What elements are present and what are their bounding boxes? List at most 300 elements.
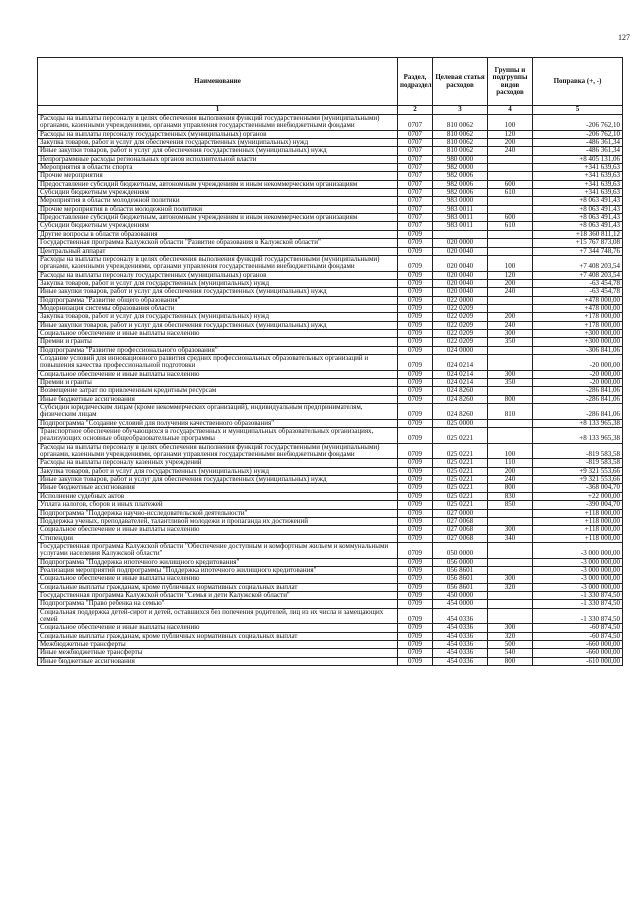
row-section: 0709 <box>398 632 433 640</box>
row-name: Социальное обеспечение и иные выплаты населению <box>38 370 398 378</box>
row-group: 300 <box>488 575 533 583</box>
table-body <box>38 115 623 666</box>
row-amount: -660 000,00 <box>533 641 623 649</box>
row-name: Закупка товаров, работ и услуг для государственных (муниципальных) нужд <box>38 313 398 321</box>
row-section: 0709 <box>398 404 433 420</box>
row-article: 027 0068 <box>433 517 488 525</box>
row-article: 982 0006 <box>433 180 488 188</box>
row-name: Субсидии бюджетным учреждениям <box>38 189 398 197</box>
header-name: Наименование <box>38 58 398 106</box>
row-amount: +8 063 491,43 <box>533 222 623 230</box>
row-group <box>488 600 533 608</box>
row-group <box>488 419 533 427</box>
row-amount: -206 762,10 <box>533 115 623 131</box>
row-group: 610 <box>488 222 533 230</box>
row-amount: +478 000,00 <box>533 296 623 304</box>
row-name: Иные закупки товаров, работ и услуг для обеспечения государственных (муниципальных) нужд <box>38 147 398 155</box>
table-row <box>38 239 623 247</box>
row-name: Иные межбюджетные трансферты <box>38 649 398 657</box>
row-article: 024 0214 <box>433 379 488 387</box>
row-section: 0709 <box>398 338 433 346</box>
row-section: 0707 <box>398 164 433 172</box>
row-group: 300 <box>488 624 533 632</box>
row-amount: +15 767 873,08 <box>533 239 623 247</box>
row-group: 200 <box>488 467 533 475</box>
row-group <box>488 542 533 558</box>
row-amount: +8 133 965,38 <box>533 428 623 444</box>
row-name: Социальные выплаты гражданам, кроме публичных нормативных социальных выплат <box>38 583 398 591</box>
column-number: 2 <box>398 106 433 115</box>
row-article: 454 0336 <box>433 624 488 632</box>
row-amount: +300 000,00 <box>533 329 623 337</box>
row-name: Субсидии бюджетным учреждениям <box>38 222 398 230</box>
row-group: 200 <box>488 313 533 321</box>
row-section: 0709 <box>398 230 433 238</box>
row-name: Государственная программа Калужской области "Обеспечение доступным и комфортным жильем и коммунальными услугами населения Калужской области" <box>38 542 398 558</box>
row-group: 240 <box>488 321 533 329</box>
row-section: 0707 <box>398 222 433 230</box>
row-amount: -486 361,34 <box>533 139 623 147</box>
row-amount: -3 000 000,00 <box>533 566 623 574</box>
row-name: Субсидии юридическим лицам (кроме некоммерческих организаций), индивидуальным предпринимателям, физическим лицам <box>38 404 398 420</box>
row-amount: -306 841,06 <box>533 346 623 354</box>
row-name: Социальное обеспечение и иные выплаты населению <box>38 624 398 632</box>
row-amount: -368 004,70 <box>533 484 623 492</box>
row-amount: +341 639,63 <box>533 164 623 172</box>
row-article: 025 0221 <box>433 476 488 484</box>
row-group: 100 <box>488 443 533 459</box>
row-section: 0709 <box>398 501 433 509</box>
row-group <box>488 230 533 238</box>
row-article: 020 0040 <box>433 288 488 296</box>
row-name: Мероприятия в области спорта <box>38 164 398 172</box>
row-group <box>488 164 533 172</box>
row-amount: +178 000,00 <box>533 313 623 321</box>
table-row <box>38 370 623 378</box>
table-row <box>38 542 623 558</box>
row-group: 240 <box>488 288 533 296</box>
row-article: 810 0062 <box>433 115 488 131</box>
row-name: Социальная поддержка детей-сирот и детей, оставшихся без попечения родителей, лиц из их числа и замещающих семей <box>38 608 398 624</box>
row-section: 0709 <box>398 255 433 271</box>
row-name: Иные закупки товаров, работ и услуг для обеспечения государственных (муниципальных) нужд <box>38 476 398 484</box>
row-section: 0709 <box>398 624 433 632</box>
row-section: 0709 <box>398 641 433 649</box>
row-section: 0709 <box>398 313 433 321</box>
row-name: Закупка товаров, работ и услуг для государственных (муниципальных) нужд <box>38 467 398 475</box>
row-amount: -819 583,58 <box>533 459 623 467</box>
row-article: 027 0068 <box>433 526 488 534</box>
row-name: Модернизация системы образования области <box>38 304 398 312</box>
row-name: Государственная программа Калужской области "Развитие образования в Калужской области" <box>38 239 398 247</box>
row-amount: -63 454,78 <box>533 288 623 296</box>
row-article: 454 0336 <box>433 657 488 665</box>
row-section: 0709 <box>398 271 433 279</box>
row-amount: +7 344 748,76 <box>533 247 623 255</box>
table-row <box>38 526 623 534</box>
row-name: Подпрограмма "Создание условий для получения качественного образования" <box>38 419 398 427</box>
table-row <box>38 115 623 131</box>
row-section: 0709 <box>398 288 433 296</box>
row-group: 610 <box>488 189 533 197</box>
row-section: 0709 <box>398 534 433 542</box>
row-section: 0709 <box>398 600 433 608</box>
row-section: 0709 <box>398 575 433 583</box>
row-amount: -20 000,00 <box>533 354 623 370</box>
row-amount: -660 000,00 <box>533 649 623 657</box>
row-name: Социальные выплаты гражданам, кроме публичных нормативных социальных выплат <box>38 632 398 640</box>
table-row <box>38 164 623 172</box>
row-group <box>488 608 533 624</box>
row-section: 0707 <box>398 189 433 197</box>
row-article: 025 0221 <box>433 443 488 459</box>
row-name: Мероприятия в области молодежной политики <box>38 197 398 205</box>
row-amount: -60 874,50 <box>533 624 623 632</box>
row-section: 0707 <box>398 180 433 188</box>
row-group: 120 <box>488 130 533 138</box>
row-amount: +8 063 491,43 <box>533 197 623 205</box>
row-section: 0709 <box>398 329 433 337</box>
header-group: Группы и подгруппы видов расходов <box>488 58 533 106</box>
row-section: 0707 <box>398 197 433 205</box>
table-row <box>38 172 623 180</box>
row-article: 810 0062 <box>433 147 488 155</box>
table-row <box>38 484 623 492</box>
row-article: 810 0062 <box>433 130 488 138</box>
row-amount: +8 405 131,06 <box>533 155 623 163</box>
table-row <box>38 313 623 321</box>
row-amount: +118 000,00 <box>533 526 623 534</box>
row-section: 0709 <box>398 279 433 287</box>
row-group <box>488 172 533 180</box>
row-amount: -3 000 000,00 <box>533 542 623 558</box>
row-article: 050 0000 <box>433 542 488 558</box>
row-group: 300 <box>488 526 533 534</box>
row-group: 320 <box>488 632 533 640</box>
row-name: Подпрограмма "Развитие профессионального образования" <box>38 346 398 354</box>
row-name: Предоставление субсидий бюджетным, автономным учреждениям и иным некоммерческим организациям <box>38 214 398 222</box>
row-article: 020 0040 <box>433 247 488 255</box>
row-group: 350 <box>488 338 533 346</box>
column-number: 1 <box>38 106 398 115</box>
row-article: 056 0000 <box>433 558 488 566</box>
row-name: Стипендии <box>38 534 398 542</box>
row-group: 320 <box>488 583 533 591</box>
budget-table <box>37 57 623 666</box>
row-section: 0709 <box>398 395 433 403</box>
row-group: 800 <box>488 395 533 403</box>
row-group: 300 <box>488 370 533 378</box>
row-amount: -3 000 000,00 <box>533 583 623 591</box>
row-name: Реализация мероприятий подпрограммы "Поддержка ипотечного жилищного кредитования" <box>38 566 398 574</box>
row-name: Подпрограмма "Поддержка ипотечного жилищного кредитования" <box>38 558 398 566</box>
row-article: 056 8601 <box>433 575 488 583</box>
row-name: Подпрограмма "Развитие общего образования" <box>38 296 398 304</box>
row-amount: -819 583,58 <box>533 443 623 459</box>
row-amount: +478 000,00 <box>533 304 623 312</box>
row-name: Расходы на выплаты персоналу государственных (муниципальных) органов <box>38 130 398 138</box>
row-group <box>488 155 533 163</box>
row-name: Закупка товаров, работ и услуг для государственных (муниципальных) нужд <box>38 279 398 287</box>
row-article: 982 0006 <box>433 189 488 197</box>
row-amount: -486 361,34 <box>533 147 623 155</box>
row-section: 0709 <box>398 608 433 624</box>
row-amount: -1 330 874,50 <box>533 608 623 624</box>
row-amount: -1 330 874,50 <box>533 600 623 608</box>
row-amount: +118 000,00 <box>533 509 623 517</box>
row-group <box>488 387 533 395</box>
row-group: 800 <box>488 657 533 665</box>
row-name: Расходы на выплаты персоналу в целях обеспечения выполнения функций государственными (муниципальными) органами, казенными учреждениями, органами управления государственными внебюджетными фондами <box>38 255 398 271</box>
row-amount: +118 000,00 <box>533 534 623 542</box>
row-name: Поддержка ученых, преподавателей, талантливой молодежи и пропаганда их достижений <box>38 517 398 525</box>
row-article: 025 0221 <box>433 492 488 500</box>
row-section: 0709 <box>398 346 433 354</box>
table-row <box>38 404 623 420</box>
row-amount: +18 360 811,12 <box>533 230 623 238</box>
row-section: 0709 <box>398 428 433 444</box>
row-section: 0707 <box>398 130 433 138</box>
table-row <box>38 501 623 509</box>
row-amount: -60 874,50 <box>533 632 623 640</box>
row-group <box>488 591 533 599</box>
row-name: Иные закупки товаров, работ и услуг для обеспечения государственных (муниципальных) нужд <box>38 288 398 296</box>
column-number: 4 <box>488 106 533 115</box>
row-section: 0709 <box>398 239 433 247</box>
row-name: Социальное обеспечение и иные выплаты населению <box>38 526 398 534</box>
row-article: 022 0209 <box>433 304 488 312</box>
row-section: 0707 <box>398 115 433 131</box>
header-amount: Поправка (+, -) <box>533 58 623 106</box>
row-section: 0709 <box>398 583 433 591</box>
page-number: 127 <box>618 33 630 42</box>
row-group: 120 <box>488 271 533 279</box>
row-article: 454 0336 <box>433 608 488 624</box>
row-section: 0707 <box>398 214 433 222</box>
row-article: 027 0000 <box>433 509 488 517</box>
table-row <box>38 443 623 459</box>
row-section: 0709 <box>398 657 433 665</box>
column-number: 3 <box>433 106 488 115</box>
row-amount: +8 133 965,38 <box>533 419 623 427</box>
row-amount: +9 321 553,66 <box>533 467 623 475</box>
row-article: 454 0336 <box>433 649 488 657</box>
row-group: 850 <box>488 501 533 509</box>
column-number: 5 <box>533 106 623 115</box>
row-section: 0707 <box>398 139 433 147</box>
row-group: 540 <box>488 649 533 657</box>
row-name: Подпрограмма "Право ребенка на семью" <box>38 600 398 608</box>
row-article: 810 0062 <box>433 139 488 147</box>
row-name: Прочие мероприятия в области молодежной политики <box>38 205 398 213</box>
row-section: 0709 <box>398 492 433 500</box>
row-group: 100 <box>488 255 533 271</box>
row-group: 240 <box>488 476 533 484</box>
row-name: Иные закупки товаров, работ и услуг для обеспечения государственных (муниципальных) нужд <box>38 321 398 329</box>
row-group: 500 <box>488 641 533 649</box>
row-group <box>488 239 533 247</box>
row-amount: -3 000 000,00 <box>533 558 623 566</box>
row-name: Иные бюджетные ассигнования <box>38 657 398 665</box>
row-group: 350 <box>488 379 533 387</box>
row-name: Закупка товаров, работ и услуг для обеспечения государственных (муниципальных) нужд <box>38 139 398 147</box>
row-article: 022 0209 <box>433 321 488 329</box>
row-group <box>488 509 533 517</box>
row-article: 024 0214 <box>433 370 488 378</box>
row-group <box>488 346 533 354</box>
row-article: 022 0209 <box>433 329 488 337</box>
row-article: 020 0040 <box>433 255 488 271</box>
row-article: 454 0336 <box>433 641 488 649</box>
row-group: 200 <box>488 139 533 147</box>
row-amount: -206 762,10 <box>533 130 623 138</box>
row-amount: -20 000,00 <box>533 379 623 387</box>
row-amount: +8 063 491,43 <box>533 205 623 213</box>
row-name: Социальное обеспечение и иные выплаты населению <box>38 575 398 583</box>
table-row <box>38 608 623 624</box>
row-name: Иные бюджетные ассигнования <box>38 395 398 403</box>
row-name: Исполнение судебных актов <box>38 492 398 500</box>
row-section: 0707 <box>398 172 433 180</box>
row-name: Расходы на выплаты персоналу государственных (муниципальных) органов <box>38 271 398 279</box>
row-article: 454 0336 <box>433 632 488 640</box>
table-row <box>38 354 623 370</box>
row-group: 200 <box>488 279 533 287</box>
row-group: 300 <box>488 329 533 337</box>
row-section: 0707 <box>398 205 433 213</box>
row-group: 240 <box>488 147 533 155</box>
row-amount: +118 000,00 <box>533 517 623 525</box>
row-group <box>488 296 533 304</box>
row-amount: +7 408 203,54 <box>533 271 623 279</box>
row-name: Уплата налогов, сборов и иных платежей <box>38 501 398 509</box>
row-name: Другие вопросы в области образования <box>38 230 398 238</box>
row-article: 025 0221 <box>433 428 488 444</box>
row-article: 056 8601 <box>433 566 488 574</box>
row-group: 100 <box>488 115 533 131</box>
table-header-row <box>38 58 623 106</box>
row-article: 020 0000 <box>433 239 488 247</box>
row-article: 056 8601 <box>433 583 488 591</box>
row-name: Государственная программа Калужской области "Семья и дети Калужской области" <box>38 591 398 599</box>
row-section: 0709 <box>398 354 433 370</box>
row-group <box>488 247 533 255</box>
row-group: 600 <box>488 180 533 188</box>
row-section: 0707 <box>398 155 433 163</box>
row-section: 0709 <box>398 509 433 517</box>
row-name: Премии и гранты <box>38 338 398 346</box>
row-name: Социальное обеспечение и иные выплаты населению <box>38 329 398 337</box>
row-article: 025 0221 <box>433 501 488 509</box>
table-row <box>38 255 623 271</box>
row-section: 0709 <box>398 566 433 574</box>
row-article: 454 0000 <box>433 600 488 608</box>
row-article: 982 0000 <box>433 164 488 172</box>
row-group: 340 <box>488 534 533 542</box>
row-amount: +341 639,63 <box>533 189 623 197</box>
row-article: 025 0221 <box>433 459 488 467</box>
row-section: 0709 <box>398 443 433 459</box>
row-section: 0709 <box>398 419 433 427</box>
row-name: Премии и гранты <box>38 379 398 387</box>
row-article: 025 0221 <box>433 467 488 475</box>
row-amount: +341 639,63 <box>533 180 623 188</box>
table-row <box>38 600 623 608</box>
row-amount: -286 841,06 <box>533 387 623 395</box>
row-section: 0709 <box>398 379 433 387</box>
row-group: 110 <box>488 459 533 467</box>
row-article: 982 0006 <box>433 172 488 180</box>
row-amount: +341 639,63 <box>533 172 623 180</box>
table-row <box>38 338 623 346</box>
row-section: 0709 <box>398 476 433 484</box>
row-name: Транспортное обеспечение обучающихся в государственных и муниципальных образовательных организациях, реализующих основные общеобразовательные программы <box>38 428 398 444</box>
row-section: 0709 <box>398 296 433 304</box>
header-article: Целевая статья расходов <box>433 58 488 106</box>
row-name: Прочие мероприятия <box>38 172 398 180</box>
row-article: 024 0000 <box>433 346 488 354</box>
row-article: 020 0040 <box>433 271 488 279</box>
row-amount: +8 063 491,43 <box>533 214 623 222</box>
row-section: 0709 <box>398 542 433 558</box>
table-row <box>38 575 623 583</box>
row-name: Расходы на выплаты персоналу в целях обеспечения выполнения функций государственными (муниципальными) органами, казенными учреждениями, органами управления государственными внебюджетными фондами <box>38 443 398 459</box>
row-article: 025 0000 <box>433 419 488 427</box>
row-section: 0709 <box>398 484 433 492</box>
row-section: 0709 <box>398 591 433 599</box>
row-amount: -20 000,00 <box>533 370 623 378</box>
row-article: 980 0000 <box>433 155 488 163</box>
row-group: 800 <box>488 484 533 492</box>
table-row <box>38 387 623 395</box>
row-amount: +178 000,00 <box>533 321 623 329</box>
row-amount: +9 321 553,66 <box>533 476 623 484</box>
row-group <box>488 428 533 444</box>
row-name: Расходы на выплаты персоналу в целях обеспечения выполнения функций государственными (муниципальными) органами, казенными учреждениями, органами управления государственными внебюджетными фондами <box>38 115 398 131</box>
row-group <box>488 354 533 370</box>
row-group: 830 <box>488 492 533 500</box>
row-article: 983 0000 <box>433 197 488 205</box>
row-name: Иные бюджетные ассигнования <box>38 484 398 492</box>
row-article: 022 0209 <box>433 338 488 346</box>
row-article: 024 8260 <box>433 395 488 403</box>
row-amount: -610 000,00 <box>533 657 623 665</box>
row-amount: -390 004,70 <box>533 501 623 509</box>
row-name: Непрограммные расходы региональных органов исполнительной власти <box>38 155 398 163</box>
row-article: 024 8260 <box>433 404 488 420</box>
row-article: 022 0000 <box>433 296 488 304</box>
row-amount: +7 408 203,54 <box>533 255 623 271</box>
row-amount: +300 000,00 <box>533 338 623 346</box>
row-name: Центральный аппарат <box>38 247 398 255</box>
row-article: 025 0221 <box>433 484 488 492</box>
row-section: 0707 <box>398 147 433 155</box>
row-group <box>488 558 533 566</box>
row-article: 983 0011 <box>433 205 488 213</box>
row-section: 0709 <box>398 370 433 378</box>
header-section: Раздел, подраздел <box>398 58 433 106</box>
row-article: 024 8260 <box>433 387 488 395</box>
row-article: 022 0209 <box>433 313 488 321</box>
row-group <box>488 197 533 205</box>
row-section: 0709 <box>398 321 433 329</box>
row-amount: -286 841,06 <box>533 404 623 420</box>
row-article: 983 0011 <box>433 214 488 222</box>
row-section: 0709 <box>398 517 433 525</box>
row-article: 024 0214 <box>433 354 488 370</box>
table-row <box>38 624 623 632</box>
row-section: 0709 <box>398 387 433 395</box>
